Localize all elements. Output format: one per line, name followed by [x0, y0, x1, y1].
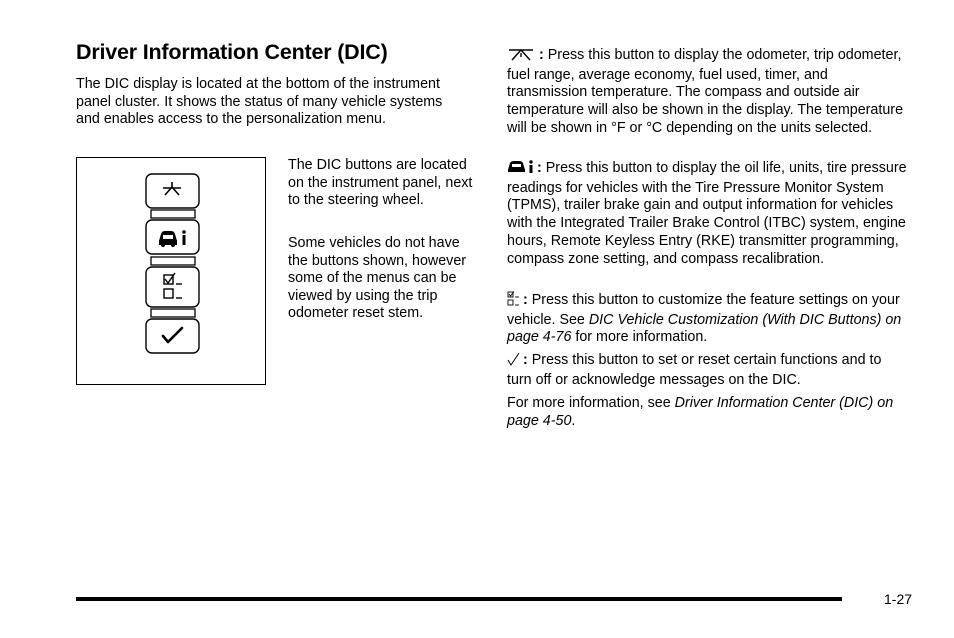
- customization-text-end: for more information.: [571, 329, 708, 346]
- set-reset-colon: :: [523, 352, 528, 368]
- more-info-text: For more information, see: [507, 395, 675, 411]
- customization-description: [507, 291, 907, 347]
- customization-text: Press this button to customize the feature settings on your vehicle. See: [507, 292, 900, 328]
- dic-reference-link[interactable]: Driver Information Center (DIC) on page 4-50: [507, 395, 894, 429]
- trip-fuel-icon: [507, 47, 537, 67]
- intro-paragraph: The DIC display is located at the bottom of the instrument panel cluster. It shows the status of many vehicle systems and enables access to the personalization menu.: [76, 76, 443, 127]
- vehicle-customization-link[interactable]: DIC Vehicle Customization (With DIC Buttons) on page 4-76: [507, 311, 902, 346]
- set-reset-text: Press this button to set or reset certain functions and to turn off or acknowledge messages on the DIC.: [507, 352, 882, 388]
- footer-rule: [76, 597, 842, 601]
- trip-fuel-text: Press this button to display the odometer, trip odometer, fuel range, average economy, fuel used, timer, and transmission temperature. The compass and outside air temperature will also be shown in the display. The temperature will be shown in °F or °C depending on the units selected.: [507, 47, 904, 136]
- vehicle-info-colon: :: [537, 160, 542, 176]
- side-paragraph-alternate: Some vehicles do not have the buttons shown, however some of the menus can be viewed by using the trip odometer reset stem.: [288, 235, 467, 321]
- set-reset-description: [507, 352, 907, 389]
- dic-buttons-illustration: [77, 158, 267, 386]
- vehicle-info-text: Press this button to display the oil life, units, tire pressure readings for vehicles with the Tire Pressure Monitor System (TPMS), trailer brake gain and output information for vehicles with the Integrated Trailer Brake Control (ITBC) system, engine hours, Remote Keyless Entry (RKE) transmitter programming, compass zone setting, and compass recalibration.: [507, 160, 907, 267]
- vehicle-info-description: [507, 160, 907, 268]
- customization-icon: [507, 291, 521, 312]
- trip-fuel-description: [507, 47, 907, 138]
- side-paragraph-location: The DIC buttons are located on the instrument panel, next to the steering wheel.: [288, 157, 473, 208]
- customization-colon: :: [523, 292, 528, 308]
- page-title: Driver Information Center (DIC): [76, 40, 388, 64]
- vehicle-info-icon: [507, 160, 535, 180]
- customization-button: [146, 267, 199, 307]
- more-info-text-end: .: [571, 412, 576, 429]
- trip-fuel-button: [146, 174, 199, 208]
- dic-buttons-figure: [76, 157, 266, 385]
- more-info-paragraph: [507, 395, 907, 430]
- set-reset-icon: [507, 352, 521, 372]
- page-number: 1-27: [884, 591, 913, 607]
- trip-fuel-colon: :: [539, 47, 544, 63]
